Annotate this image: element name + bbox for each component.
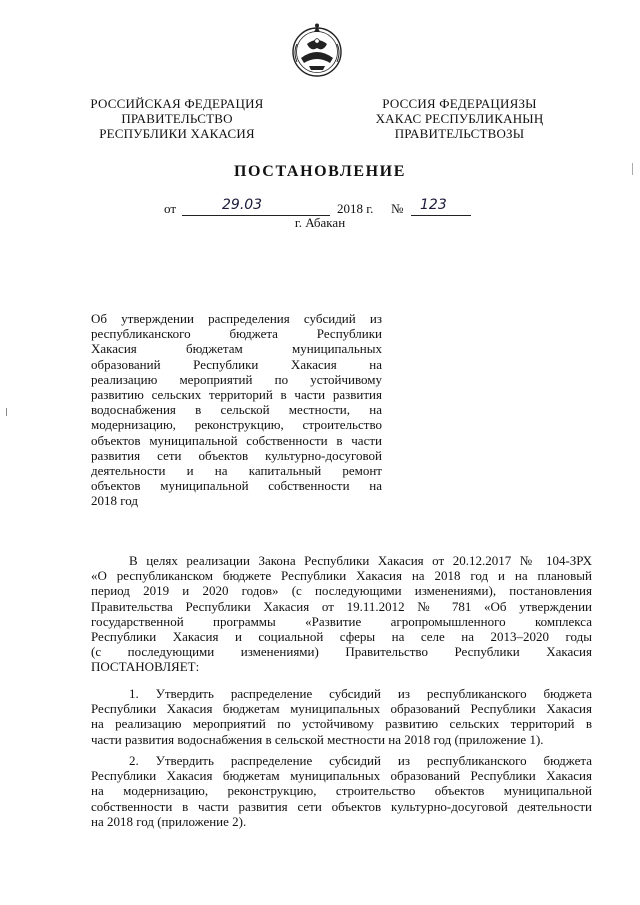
document-title: ПОСТАНОВЛЕНИЕ — [234, 163, 406, 180]
header-left-line: РЕСПУБЛИКИ ХАКАСИЯ — [99, 126, 255, 141]
coat-of-arms-icon — [287, 22, 347, 80]
date-prefix: от — [164, 201, 177, 216]
subject-line: модернизацию, реконструкцию, строительство — [91, 417, 382, 433]
subject-line: деятельности и на капитальный ремонт — [91, 463, 382, 479]
preamble-line: государственной программы «Развитие агропромышленного комплекса — [91, 613, 592, 629]
subject-block — [91, 311, 382, 509]
subject-line: реализацию мероприятий по устойчивому — [91, 371, 382, 387]
preamble-line: ПОСТАНОВЛЯЕТ: — [91, 659, 200, 675]
item-line: на модернизацию, реконструкцию, строительство объектов муниципальной — [91, 783, 592, 799]
subject-line: республиканского бюджета Республики — [91, 326, 382, 342]
item-line: 1. Утвердить распределение субсидий из республиканского бюджета — [129, 686, 592, 701]
number-sign: № — [391, 201, 404, 216]
header-left-line: РОССИЙСКАЯ ФЕДЕРАЦИЯ — [90, 96, 264, 111]
subject-line: развития сети объектов культурно-досуговой — [91, 447, 382, 463]
item-line: собственности в части развития сети объектов культурно-досуговой деятельности — [91, 798, 592, 814]
handwritten-date: 29.03 — [222, 197, 263, 213]
preamble-line: период 2019 и 2020 годов» (с последующими изменениями), постановления — [91, 583, 592, 599]
subject-line: 2018 год — [91, 493, 138, 509]
header-left — [82, 96, 272, 141]
subject-line: образований Республики Хакасия на — [91, 356, 382, 372]
item-line: на 2018 год (приложение 2). — [91, 813, 247, 829]
handwritten-number: 123 — [420, 197, 447, 213]
subject-line: Хакасия бюджетам муниципальных — [91, 341, 382, 357]
subject-line: развитию сельских территорий в части развития — [91, 387, 382, 403]
preamble-line: Правительства Республики Хакасия от 19.11.2012 № 781 «Об утверждении — [91, 598, 592, 614]
scan-margin-mark — [632, 163, 633, 175]
item-2-paragraph — [91, 753, 592, 829]
preamble-line: В целях реализации Закона Республики Хакасия от 20.12.2017 № 104-ЗРХ — [129, 553, 592, 568]
item-line: Республики Хакасия бюджетам муниципальных образований Республики Хакасия — [91, 701, 592, 717]
date-year: 2018 г. — [337, 201, 374, 216]
item-line: части развития водоснабжения в сельской местности на 2018 год (приложение 1). — [91, 731, 544, 747]
subject-line: Об утверждении распределения субсидий из — [91, 311, 382, 326]
scan-margin-mark — [6, 408, 7, 416]
header-left-line: ПРАВИТЕЛЬСТВО — [121, 111, 233, 126]
header-right-line: ПРАВИТЕЛЬСТВОЗЫ — [394, 126, 525, 141]
subject-line: водоснабжения в сельской местности, на — [91, 402, 382, 418]
header-right-line: ХАКАС РЕСПУБЛИКАНЫҢ — [375, 111, 544, 126]
header-right — [352, 96, 567, 141]
subject-line: объектов муниципальной собственности в части — [91, 432, 382, 448]
preamble-line: «О республиканском бюджете Республики Хакасия на 2018 год и на плановый — [91, 568, 592, 584]
city: г. Абакан — [294, 215, 346, 230]
preamble-line: Республики Хакасия и социальной сферы на селе на 2013–2020 годы — [91, 629, 592, 645]
item-1-paragraph — [91, 686, 592, 747]
item-line: Республики Хакасия бюджетам муниципальных образований Республики Хакасия — [91, 768, 592, 784]
subject-line: объектов муниципальной собственности на — [91, 478, 382, 494]
item-line: 2. Утвердить распределение субсидий из республиканского бюджета — [129, 753, 592, 768]
item-line: на реализацию мероприятий по устойчивому развитию сельских территорий в — [91, 716, 592, 732]
preamble-paragraph — [91, 553, 592, 675]
header-right-line: РОССИЯ ФЕДЕРАЦИЯЗЫ — [382, 96, 537, 111]
preamble-line: (с последующими изменениями) Правительство Республики Хакасия — [91, 644, 592, 660]
